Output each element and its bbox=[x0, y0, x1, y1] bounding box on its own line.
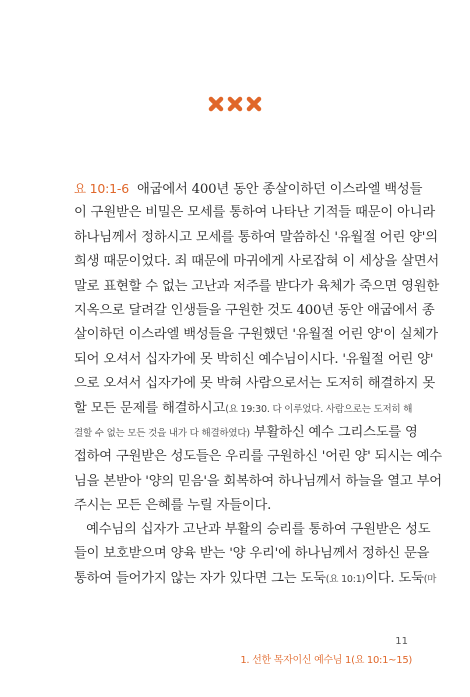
x-ornament-icon bbox=[208, 96, 224, 112]
text-line: 들이 보호받으며 양육 받는 '양 우리'에 하나님께서 정하신 문을 bbox=[74, 546, 430, 562]
text-line: 하나님께서 정하시고 모세를 통하여 말씀하신 '유월절 어린 양'의 bbox=[74, 229, 438, 245]
text-line: 으로 오셔서 십자가에 못 박혀 사람으로서는 도저히 해결하지 못 bbox=[74, 376, 435, 392]
x-ornament-icon bbox=[227, 96, 243, 112]
text-line: 이 구원받은 비밀은 모세를 통하여 나타난 기적들 때문이 아니라 bbox=[74, 205, 435, 221]
x-ornament-icon bbox=[246, 96, 262, 112]
chapter-title: 1. 선한 목자이신 예수님 1(요 10:1~15) bbox=[240, 655, 412, 666]
paragraph-1 bbox=[74, 177, 442, 518]
inline-citation: (요 10:1) bbox=[325, 573, 366, 585]
text-line: 통하여 들어가지 않는 자가 있다면 그는 도둑(요 10:1)이다. 도둑(마 bbox=[74, 570, 437, 586]
triple-x-ornament-icon bbox=[0, 96, 470, 112]
text-line: 님을 본받아 '양의 믿음'을 회복하여 하나님께서 하늘을 열고 부어 bbox=[74, 473, 442, 489]
text-line: 접하여 구원받은 성도들은 우리를 구원하신 '어린 양' 되시는 예수 bbox=[74, 449, 442, 465]
text-line: 지옥으로 달려갈 인생들을 구원한 것도 400년 동안 애굽에서 종 bbox=[74, 302, 435, 318]
paragraph-2 bbox=[74, 518, 437, 591]
inline-citation: (마 bbox=[423, 573, 437, 585]
page-number: 11 bbox=[395, 636, 408, 647]
text-line: 되어 오셔서 십자가에 못 박히신 예수님이시다. '유월절 어린 양' bbox=[74, 351, 434, 367]
text-line: 결할 수 없는 모든 것을 내가 다 해결하였다) 부활하신 예수 그리스도를 영 bbox=[74, 424, 418, 440]
scripture-reference: 요 10:1-6 bbox=[74, 181, 129, 196]
text-line: 예수님의 십자가 고난과 부활의 승리를 통하여 구원받은 성도 bbox=[86, 522, 431, 537]
text-line: 할 모든 문제를 해결하시고(요 19:30. 다 이루었다. 사람으로는 도저히 해 bbox=[74, 400, 413, 416]
text-line: 말로 표현할 수 없는 고난과 저주를 받다가 육체가 죽으면 영원한 bbox=[74, 278, 440, 294]
text-line: 희생 때문이었다. 죄 때문에 마귀에게 사로잡혀 이 세상을 살면서 bbox=[74, 254, 440, 270]
text-line: 주시는 모든 은혜를 누릴 자들이다. bbox=[74, 498, 272, 514]
text-line: 살이하던 이스라엘 백성들을 구원했던 '유월절 어린 양'이 실체가 bbox=[74, 327, 438, 343]
inline-citation: (요 19:30. 다 이루었다. 사람으로는 도저히 해 bbox=[225, 403, 413, 415]
text-line: 요 10:1-6 애굽에서 400년 동안 종살이하던 이스라엘 백성들 bbox=[74, 181, 423, 197]
inline-citation: 결할 수 없는 모든 것을 내가 다 해결하였다) bbox=[74, 427, 250, 439]
